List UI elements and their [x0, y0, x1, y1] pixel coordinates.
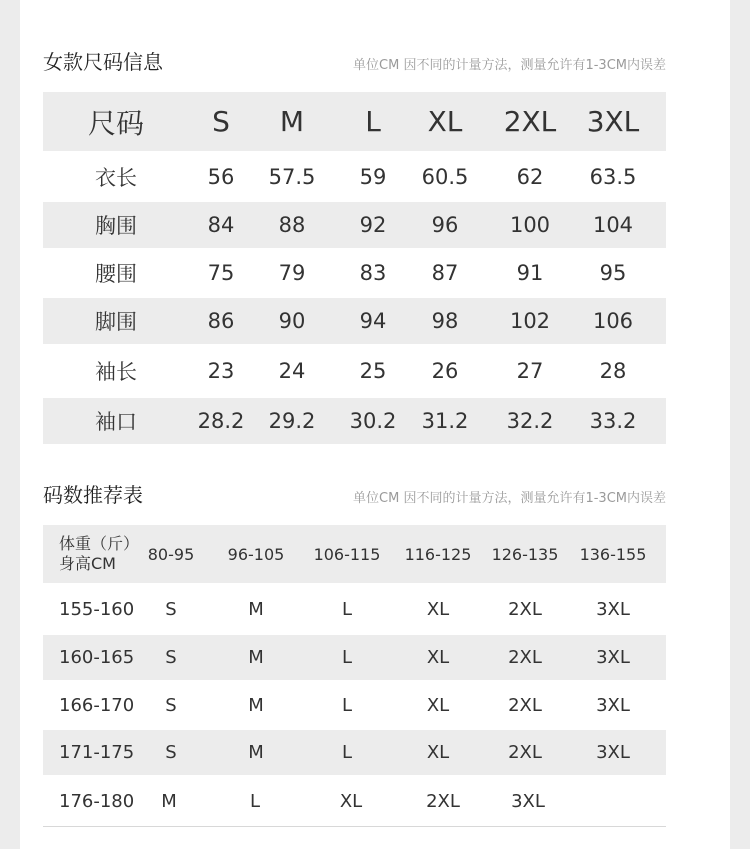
- measure-value: 31.2: [421, 409, 469, 433]
- height-range: 176-180: [59, 790, 135, 812]
- recommended-size: 2XL: [426, 790, 460, 812]
- recommended-size: S: [165, 694, 177, 716]
- size-header-cell: 尺码: [87, 106, 144, 140]
- rec-table-header-row: [43, 525, 666, 583]
- height-range: 155-160: [59, 598, 135, 620]
- measure-value: 25: [359, 359, 387, 383]
- measure-value: 63.5: [589, 164, 637, 189]
- measure-value: 26: [431, 359, 459, 383]
- size-table-row: [43, 344, 666, 398]
- size-table-row: [43, 248, 666, 298]
- rec-table-row: [43, 730, 666, 775]
- recommended-size: 3XL: [511, 790, 545, 812]
- measure-value: 60.5: [421, 164, 469, 189]
- weight-range-header: 106-115: [313, 544, 381, 564]
- measure-value: 87: [431, 261, 459, 285]
- recommended-size: XL: [426, 742, 450, 763]
- recommended-size: 3XL: [596, 598, 630, 620]
- weight-range-header: 116-125: [404, 544, 472, 564]
- measure-value: 32.2: [506, 409, 554, 433]
- measure-value: 96: [431, 213, 459, 237]
- size-section-note: 单位CM 因不同的计量方法，测量允许有1-3CM内误差: [353, 58, 666, 73]
- measure-value: 106: [592, 309, 634, 333]
- recommended-size: XL: [426, 694, 450, 716]
- measure-name: 袖口: [95, 410, 137, 434]
- measure-value: 59: [359, 164, 387, 189]
- size-recommendation-table: [43, 525, 666, 827]
- measure-value: 83: [359, 261, 387, 285]
- measure-value: 92: [359, 213, 387, 237]
- measure-value: 94: [359, 309, 387, 333]
- recommended-size: S: [165, 598, 177, 620]
- rec-table-row: [43, 583, 666, 635]
- recommended-size: 3XL: [596, 742, 630, 763]
- rec-section-header: [43, 478, 666, 508]
- rec-section-note: 单位CM 因不同的计量方法，测量允许有1-3CM内误差: [353, 491, 666, 506]
- size-section-header: [43, 45, 666, 75]
- measure-value: 33.2: [589, 409, 637, 433]
- rec-table-row: [43, 775, 666, 827]
- size-header-cell: M: [279, 105, 305, 138]
- recommended-size: L: [341, 742, 353, 763]
- measure-value: 84: [207, 213, 235, 237]
- recommended-size: M: [161, 790, 177, 812]
- measure-value: 62: [516, 164, 544, 189]
- size-header-cell: L: [365, 105, 381, 138]
- rec-corner-header: [59, 525, 139, 583]
- size-header-cell: S: [212, 105, 230, 138]
- rec-section-title: 码数推荐表: [43, 483, 143, 507]
- recommended-size: 2XL: [508, 694, 542, 716]
- size-table-row: [43, 202, 666, 248]
- size-table-row: [43, 398, 666, 444]
- weight-range-header: 136-155: [579, 544, 647, 564]
- measure-value: 57.5: [268, 164, 316, 189]
- weight-range-header: 80-95: [147, 544, 195, 564]
- measure-value: 86: [207, 309, 235, 333]
- measure-value: 100: [509, 213, 551, 237]
- recommended-size: 2XL: [508, 647, 542, 668]
- measure-value: 88: [278, 213, 306, 237]
- recommended-size: M: [248, 647, 264, 668]
- measure-value: 90: [278, 309, 306, 333]
- height-range: 166-170: [59, 694, 135, 716]
- size-table: [43, 92, 666, 444]
- recommended-size: XL: [426, 647, 450, 668]
- measure-name: 衣长: [95, 165, 137, 190]
- measure-value: 23: [207, 359, 235, 383]
- weight-axis-label: 体重（斤）: [59, 534, 140, 553]
- bottom-divider: [43, 826, 666, 827]
- size-header-cell: 2XL: [503, 105, 557, 138]
- size-table-header-row: [43, 92, 666, 151]
- size-table-row: [43, 298, 666, 344]
- recommended-size: 2XL: [508, 742, 542, 763]
- measure-value: 95: [599, 261, 627, 285]
- recommended-size: L: [249, 790, 261, 812]
- size-header-cell: XL: [427, 105, 463, 138]
- recommended-size: 2XL: [508, 598, 542, 620]
- recommended-size: 3XL: [596, 647, 630, 668]
- measure-value: 29.2: [268, 409, 316, 433]
- measure-value: 56: [207, 164, 235, 189]
- measure-value: 104: [592, 213, 634, 237]
- measure-value: 102: [509, 309, 551, 333]
- measure-value: 28.2: [197, 409, 245, 433]
- recommended-size: M: [248, 742, 264, 763]
- measure-value: 98: [431, 309, 459, 333]
- weight-range-header: 96-105: [227, 544, 285, 564]
- size-table-row: [43, 151, 666, 202]
- recommended-size: XL: [339, 790, 363, 812]
- height-range: 160-165: [59, 647, 135, 668]
- measure-name: 胸围: [95, 214, 137, 238]
- recommended-size: XL: [426, 598, 450, 620]
- recommended-size: S: [165, 742, 177, 763]
- recommended-size: S: [165, 647, 177, 668]
- weight-range-header: 126-135: [491, 544, 559, 564]
- measure-name: 脚围: [95, 310, 137, 334]
- recommended-size: M: [248, 598, 264, 620]
- measure-value: 30.2: [349, 409, 397, 433]
- height-range: 171-175: [59, 742, 135, 763]
- measure-value: 27: [516, 359, 544, 383]
- measure-value: 28: [599, 359, 627, 383]
- measure-value: 75: [207, 261, 235, 285]
- measure-name: 腰围: [95, 262, 137, 286]
- height-axis-label: 身高CM: [59, 554, 116, 573]
- recommended-size: 3XL: [596, 694, 630, 716]
- recommended-size: L: [341, 598, 353, 620]
- measure-name: 袖长: [95, 360, 137, 384]
- rec-table-row: [43, 680, 666, 730]
- recommended-size: M: [248, 694, 264, 716]
- recommended-size: L: [341, 647, 353, 668]
- size-section-title: 女款尺码信息: [43, 50, 163, 74]
- size-header-cell: 3XL: [586, 105, 640, 138]
- recommended-size: L: [341, 694, 353, 716]
- measure-value: 91: [516, 261, 544, 285]
- rec-table-row: [43, 635, 666, 680]
- measure-value: 24: [278, 359, 306, 383]
- measure-value: 79: [278, 261, 306, 285]
